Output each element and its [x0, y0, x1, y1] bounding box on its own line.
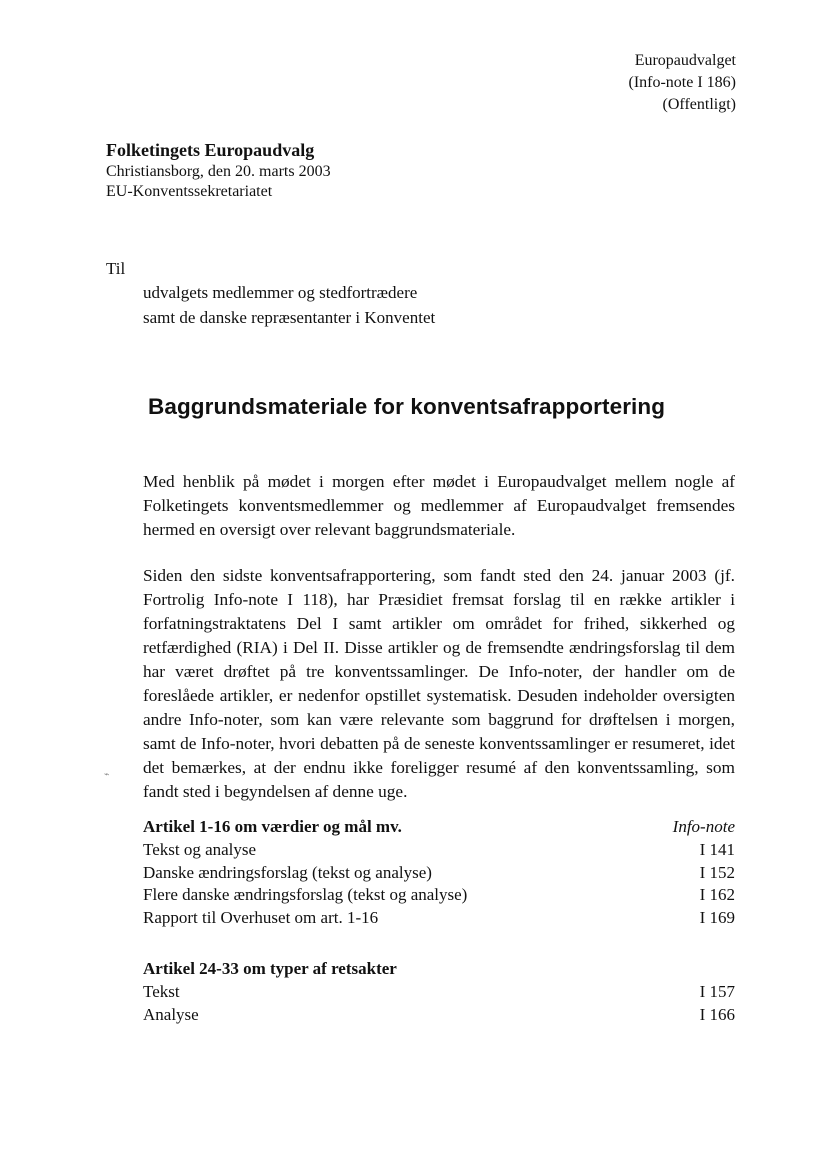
item-label: Tekst: [143, 982, 180, 1001]
document-reference: [628, 50, 736, 116]
section-heading: Artikel 24-33 om typer af retsakter: [143, 959, 397, 978]
section-header-row: [143, 815, 735, 839]
sender-org: Folketingets Europaudvalg: [106, 140, 315, 160]
recipients-line: samt de danske repræsentanter i Konventet: [143, 308, 436, 327]
item-label: Tekst og analyse: [143, 840, 257, 859]
margin-scan-mark: ⌁: [104, 769, 110, 779]
to-label: Til: [106, 259, 126, 278]
list-item: [143, 907, 735, 930]
info-note-section: [143, 957, 735, 1026]
item-note: I 162: [699, 885, 735, 904]
recipients-line: udvalgets medlemmer og stedfortrædere: [143, 283, 418, 302]
item-note: I 141: [699, 840, 735, 859]
section-heading: Artikel 1-16 om værdier og mål mv.: [143, 817, 402, 836]
reference-info-note: (Info-note I 186): [628, 74, 736, 91]
reference-classification: (Offentligt): [662, 96, 736, 113]
list-item: [143, 839, 735, 862]
section-header-row: [143, 957, 735, 981]
list-item: [143, 884, 735, 907]
item-label: Analyse: [143, 1004, 199, 1024]
list-item: [143, 1004, 735, 1027]
info-note-column-header: Info-note: [672, 817, 735, 836]
item-note: I 152: [699, 862, 735, 882]
sender-place-date: Christiansborg, den 20. marts 2003: [106, 163, 331, 180]
document-title: Baggrundsmateriale for konventsafrapportering: [148, 394, 666, 419]
item-note: I 169: [699, 907, 735, 927]
recipients-block: [143, 280, 435, 330]
item-label: Flere danske ændringsforslag (tekst og analyse): [143, 885, 468, 904]
reference-committee: Europaudvalget: [634, 52, 736, 69]
item-label: Rapport til Overhuset om art. 1-16: [143, 907, 379, 927]
list-item: [143, 862, 735, 885]
body-paragraph: Med henblik på mødet i morgen efter mødet i Europaudvalget mellem nogle af Folketingets konventsmedlemmer og medlemmer af Europaudvalget fremsendes hermed en oversigt over relevant baggrundsmateriale.: [143, 472, 735, 539]
body-paragraph: Siden den sidste konventsafrapportering, som fandt sted den 24. januar 2003 (jf. Fortrolig Info-note I 118), har Præsidiet fremsat forslag til en række artikler i forfatningstraktatens Del I samt artikler om området for frihed, sikkerhed og retfærdighed (RIA) i Del II. Disse artikler og de fremsendte ændringsforslag til dem har været drøftet på tre konventssamlinger. De Info-noter, der handler om de foreslåede artikler, er nedenfor opstillet systematisk. Desuden indeholder oversigten andre Info-noter, som kan være relevante som baggrund for drøftelsen i morgen, samt de Info-noter, hvori debatten på de seneste konventssamlinger er resumeret, idet det bemærkes, at der endnu ikke foreligger resumé af den konventssamling, som fandt sted i begyndelsen af denne uge.: [143, 566, 735, 801]
info-note-section: [143, 815, 735, 929]
list-item: [143, 981, 735, 1004]
item-label: Danske ændringsforslag (tekst og analyse): [143, 862, 432, 882]
sender-department: EU-Konventssekretariatet: [106, 183, 273, 200]
sender-block: [106, 138, 331, 202]
item-note: I 157: [699, 982, 735, 1001]
item-note: I 166: [699, 1004, 735, 1024]
